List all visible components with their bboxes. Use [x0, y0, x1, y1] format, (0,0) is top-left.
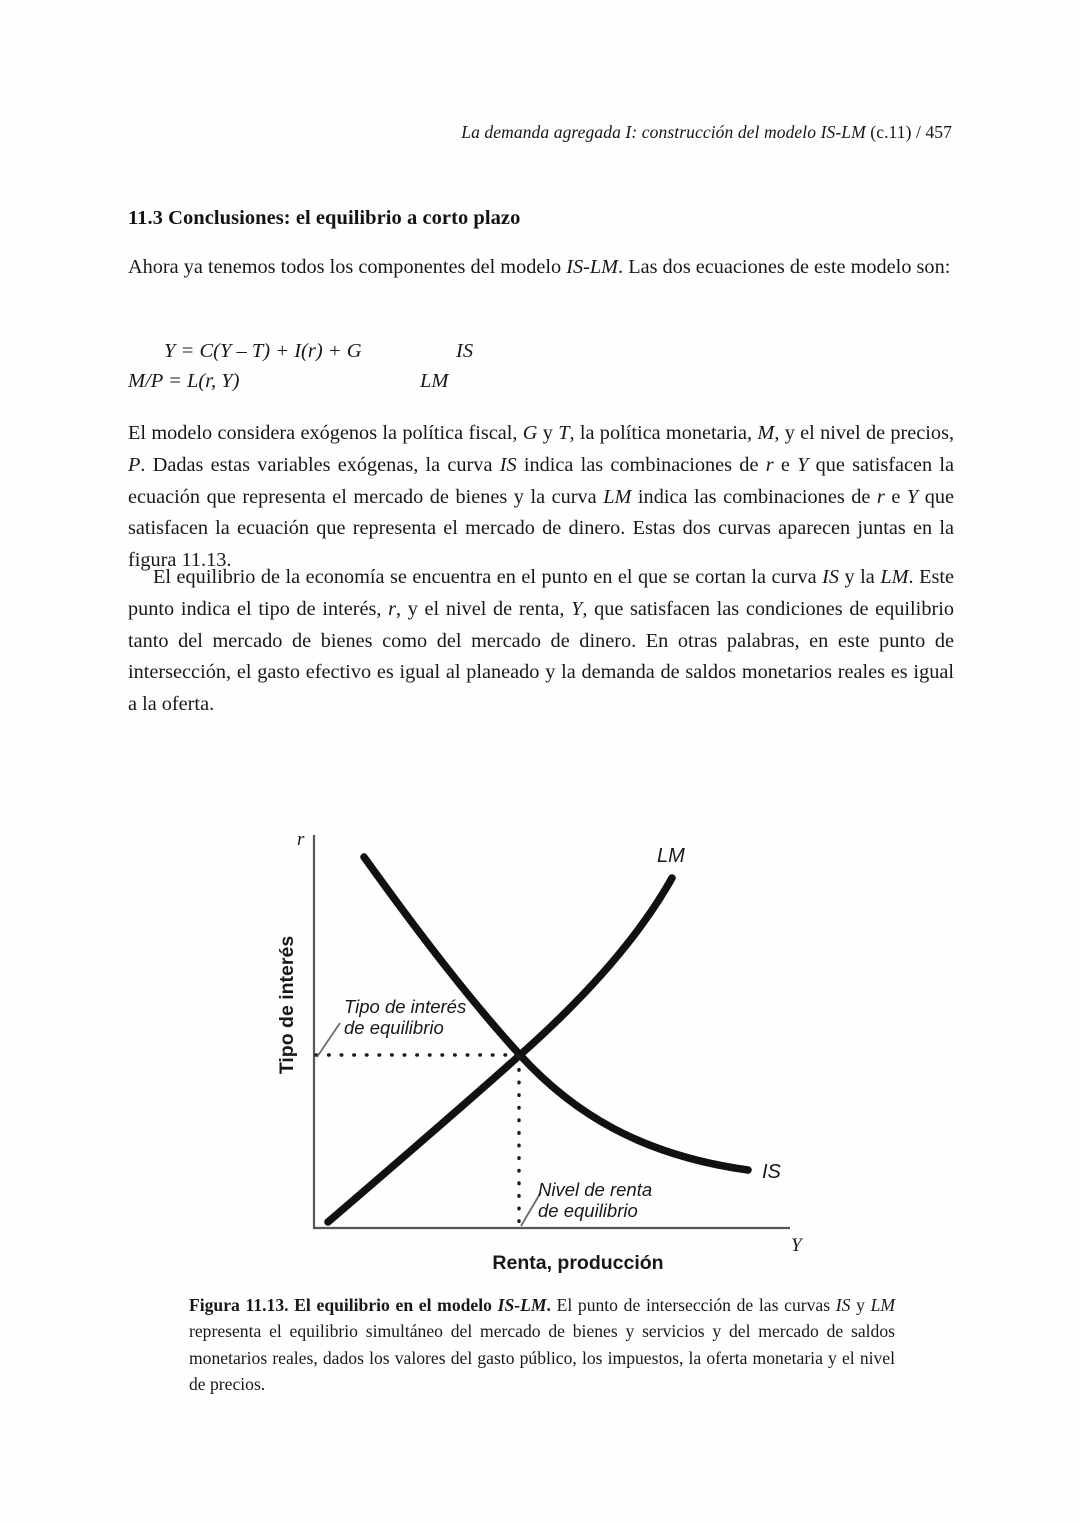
- running-head-title: La demanda agregada I: construcción del modelo IS-LM: [461, 122, 866, 142]
- equilibrium-rate-annotation: Tipo de interés de equilibrio: [344, 996, 467, 1038]
- running-head-tail: (c.11) / 457: [870, 122, 952, 142]
- is-curve-label: IS: [762, 1161, 781, 1183]
- y-axis-title: Tipo de interés: [276, 935, 298, 1075]
- paragraph-model-exogenous: [128, 418, 954, 577]
- x-axis-symbol: Y: [791, 1235, 802, 1256]
- equilibrium-income-annotation: Nivel de renta de equilibrio: [538, 1179, 653, 1221]
- equation-block: [128, 336, 954, 396]
- figure-caption: [189, 1292, 895, 1398]
- equation-is-name: IS: [456, 340, 474, 362]
- lm-curve: [328, 878, 672, 1222]
- figure-is-lm-equilibrium: [0, 815, 1080, 1295]
- rate-annotation-leader: [317, 1023, 340, 1057]
- paragraph-text: El modelo considera exógenos la política fiscal, G y T, la política monetaria, M, y el nivel de precios, P. Dadas estas variables exógenas, la curva IS indica las combinaciones de r e Y que satisfacen la ecuación que representa el mercado de bienes y la curva LM indica las combinaciones de r e Y que satisfacen la ecuación que representa el mercado de dinero. Estas dos curvas aparecen juntas en la figura 11.13.: [128, 422, 955, 572]
- lm-curve-label: LM: [657, 845, 685, 867]
- equation-is-expression: Y = C(Y – T) + I(r) + G: [164, 340, 362, 362]
- equation-lm-expression: M/P = L(r, Y): [128, 370, 240, 392]
- paragraph-text: Ahora ya tenemos todos los componentes del modelo IS-LM. Las dos ecuaciones de este modelo son:: [128, 256, 951, 278]
- paragraph-intro: [128, 252, 954, 284]
- figure-caption-body: El punto de intersección de las curvas IS y LM representa el equilibrio simultáneo del mercado de bienes y servicios y del mercado de saldos monetarios reales, dados los valores del gasto público, los impuestos, la oferta monetaria y el nivel de precios.: [189, 1295, 896, 1395]
- paragraph-text: El equilibrio de la economía se encuentra en el punto en el que se cortan la curva IS y la LM. Este punto indica el tipo de interés, r, y el nivel de renta, Y, que satisfacen las condiciones de equilibrio tanto del mercado de bienes como del mercado de dinero. En otras palabras, en este punto de intersección, el gasto efectivo es igual al planeado y la demanda de saldos monetarios reales es igual a la oferta.: [128, 566, 954, 716]
- equation-lm-name: LM: [420, 370, 449, 392]
- x-axis-title: Renta, producción: [492, 1252, 664, 1274]
- section-heading: 11.3 Conclusiones: el equilibrio a corto plazo: [128, 207, 521, 229]
- y-axis-symbol: r: [297, 829, 305, 850]
- figure-caption-lead: Figura 11.13. El equilibrio en el modelo IS-LM.: [189, 1295, 551, 1315]
- running-head: [128, 122, 952, 143]
- equation-is: [128, 336, 954, 366]
- equation-lm: [128, 366, 954, 396]
- paragraph-equilibrium: [128, 562, 954, 721]
